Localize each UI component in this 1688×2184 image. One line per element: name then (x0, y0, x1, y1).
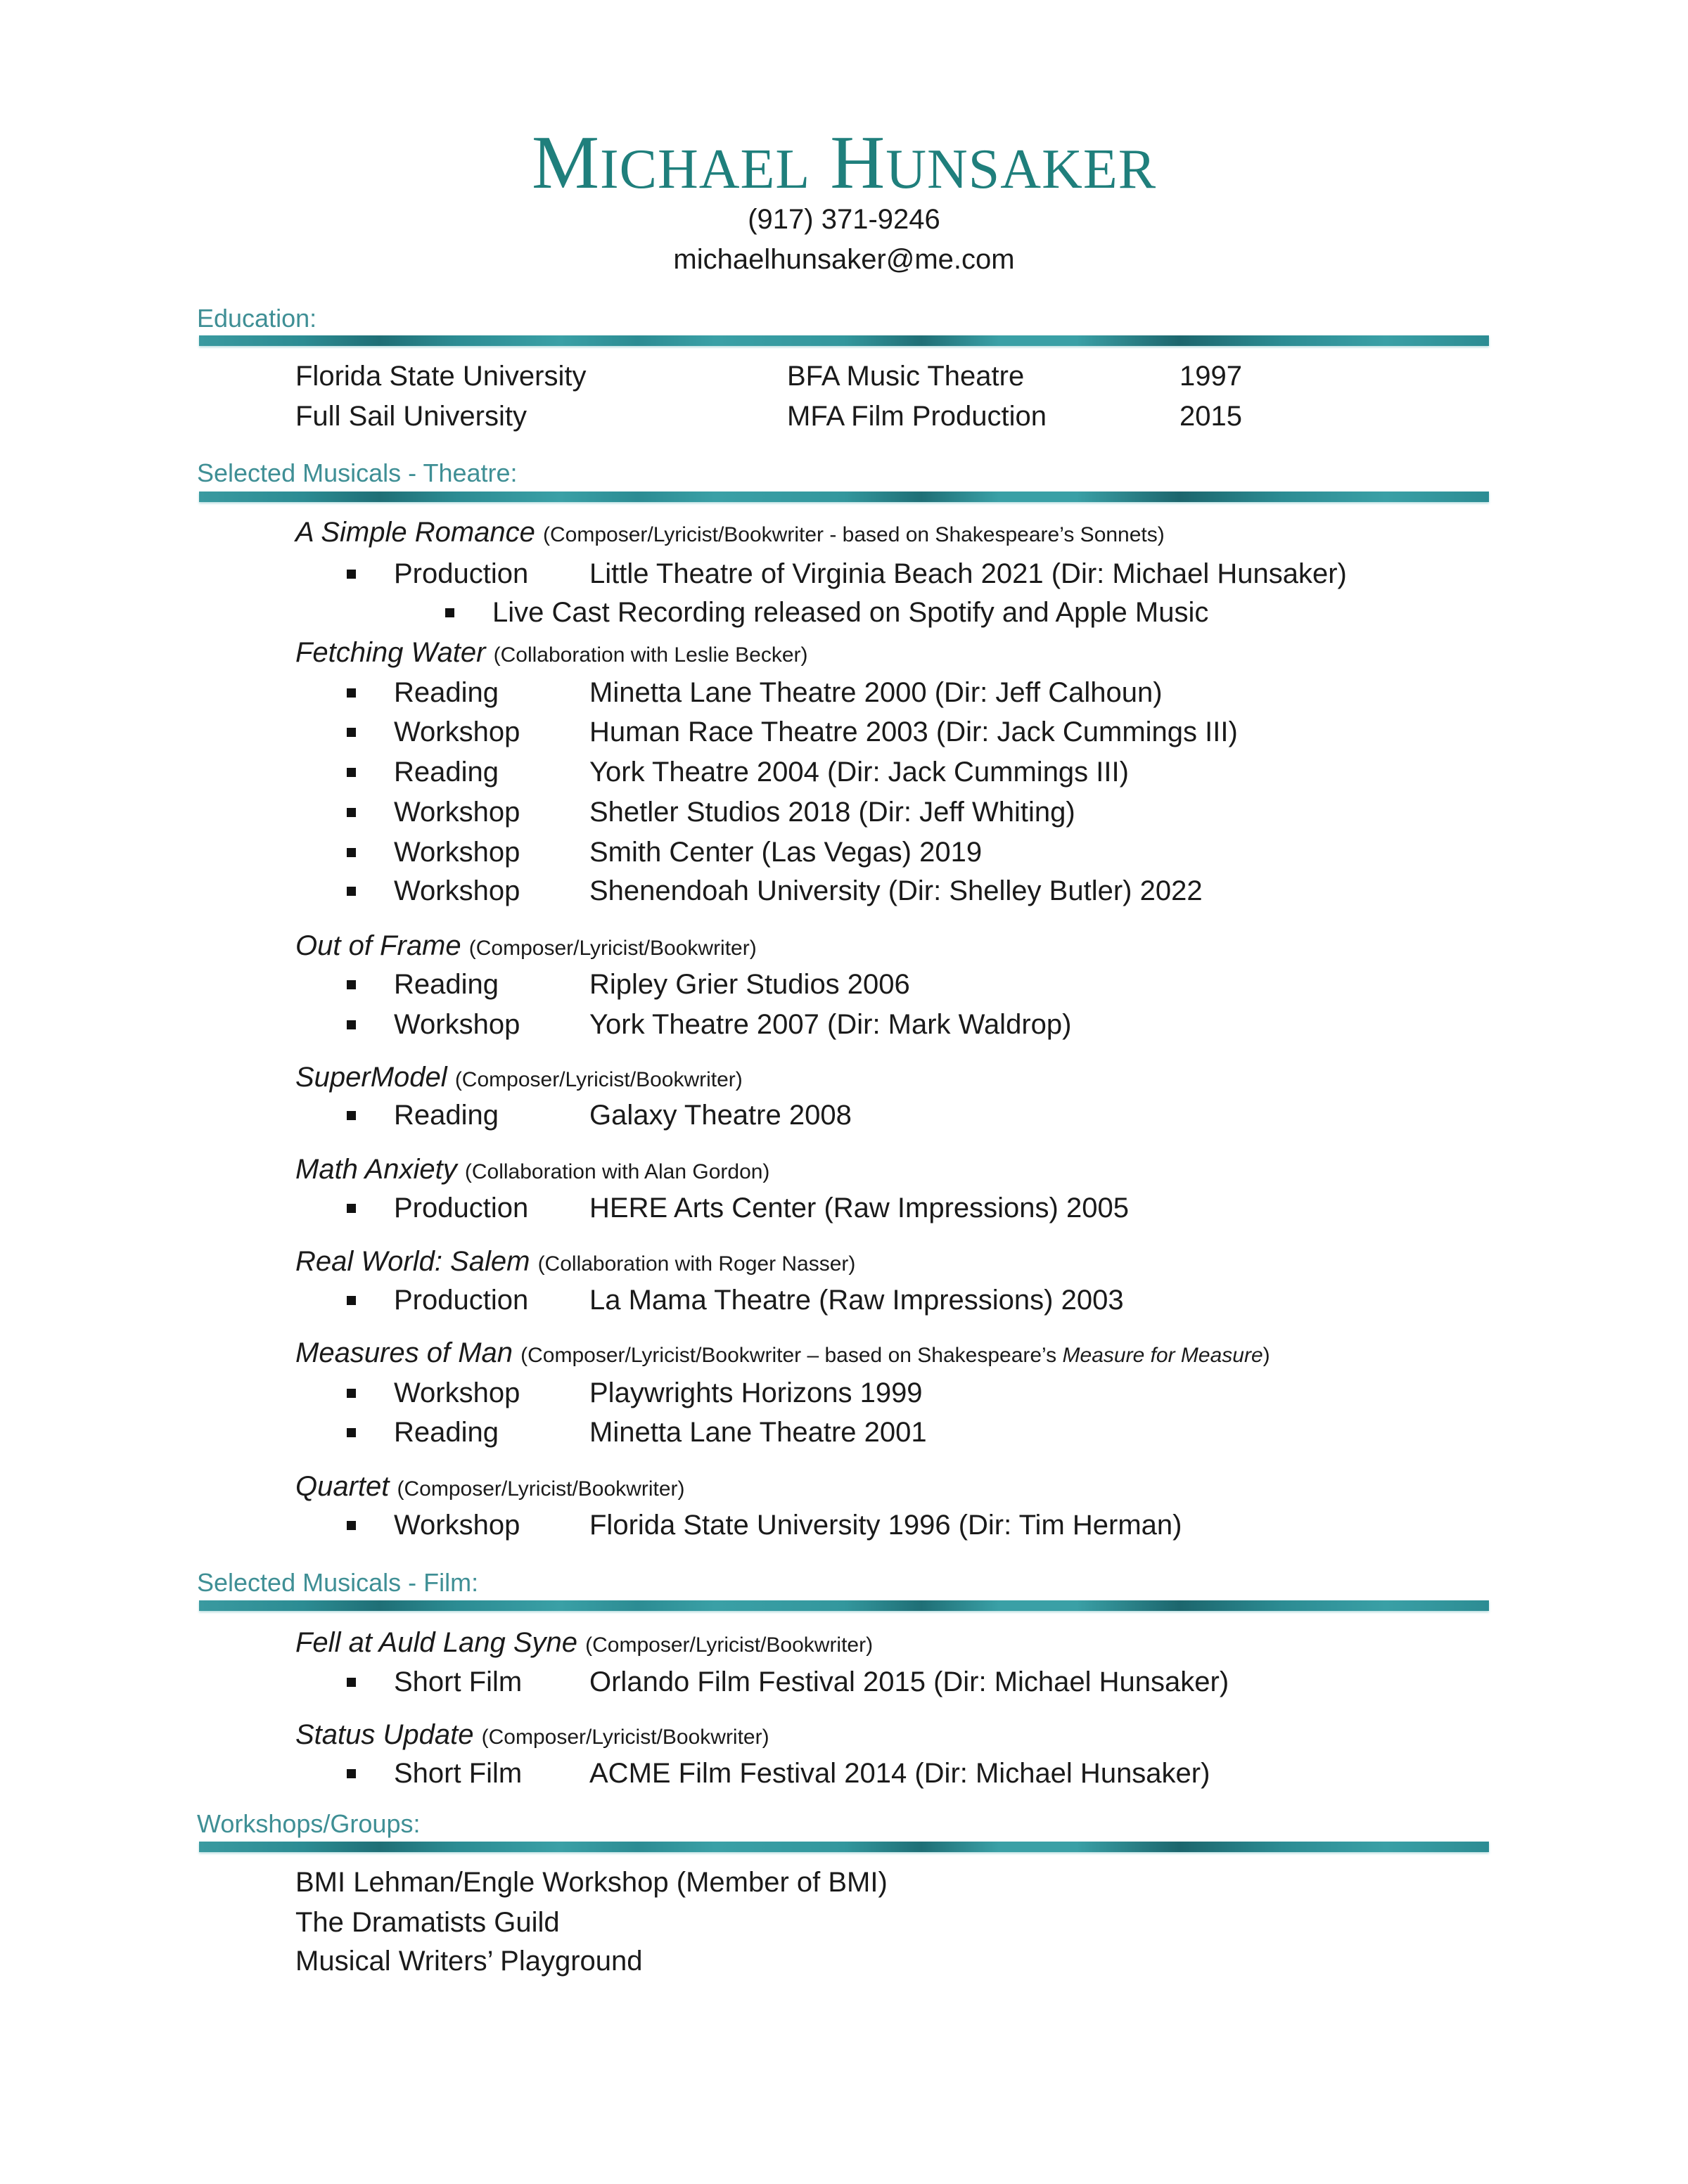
work-title: Fetching Water (295, 637, 486, 668)
edu-school: Florida State University (295, 361, 587, 392)
bullet-icon (347, 1678, 356, 1687)
work-note: (Collaboration with Leslie Becker) (493, 643, 808, 667)
item-label: Reading (394, 677, 499, 708)
bullet-icon (347, 1769, 356, 1778)
item-label: Workshop (394, 1009, 520, 1040)
group-item: The Dramatists Guild (295, 1907, 560, 1938)
item-value: La Mama Theatre (Raw Impressions) 2003 (589, 1285, 1124, 1316)
item-value: Minetta Lane Theatre 2000 (Dir: Jeff Calhoun) (589, 677, 1163, 708)
bullet-icon (347, 980, 356, 989)
item-label: Reading (394, 969, 499, 1000)
work-title-row (295, 515, 1165, 553)
item-value: HERE Arts Center (Raw Impressions) 2005 (589, 1193, 1129, 1223)
work-title: Out of Frame (295, 930, 461, 961)
phone: (917) 371-9246 (748, 204, 940, 235)
item-label: Production (394, 1193, 529, 1223)
email: michaelhunsaker@me.com (673, 244, 1015, 275)
item-value: York Theatre 2004 (Dir: Jack Cummings III) (589, 757, 1129, 788)
bullet-icon (347, 688, 356, 698)
item-value: Shetler Studios 2018 (Dir: Jeff Whiting) (589, 797, 1075, 828)
work-note-italic: Measure for Measure (1062, 1344, 1263, 1367)
item-label: Short Film (394, 1666, 523, 1697)
bullet-icon (347, 1020, 356, 1029)
item-value: Little Theatre of Virginia Beach 2021 (Dir: Michael Hunsaker) (589, 558, 1347, 589)
item-value: Ripley Grier Studios 2006 (589, 969, 910, 1000)
work-title-row (295, 635, 808, 673)
section-heading-theatre: Selected Musicals - Theatre: (197, 458, 518, 487)
item-value: Playwrights Horizons 1999 (589, 1377, 923, 1408)
item-label: Reading (394, 1417, 499, 1448)
section-divider (199, 492, 1489, 502)
item-label: Reading (394, 1100, 499, 1131)
item-label: Workshop (394, 875, 520, 906)
edu-year: 1997 (1179, 361, 1242, 392)
work-title-row (295, 1244, 855, 1282)
bullet-icon (347, 1428, 356, 1437)
work-title: Fell at Auld Lang Syne (295, 1627, 577, 1658)
section-divider (199, 1600, 1489, 1611)
work-title: Measures of Man (295, 1337, 513, 1368)
item-label: Production (394, 558, 529, 589)
item-value: York Theatre 2007 (Dir: Mark Waldrop) (589, 1009, 1072, 1040)
item-label: Workshop (394, 1510, 520, 1541)
bullet-icon (347, 728, 356, 737)
work-title: Real World: Salem (295, 1246, 530, 1277)
work-note: (Composer/Lyricist/Bookwriter - based on Shakespeare’s Sonnets) (543, 523, 1165, 546)
item-label: Workshop (394, 797, 520, 828)
group-item: Musical Writers’ Playground (295, 1946, 643, 1977)
work-title-row (295, 1335, 1270, 1373)
item-value: Galaxy Theatre 2008 (589, 1100, 852, 1131)
group-item: BMI Lehman/Engle Workshop (Member of BMI) (295, 1867, 888, 1898)
item-label: Workshop (394, 717, 520, 747)
section-divider (199, 335, 1489, 346)
work-title-row (295, 928, 757, 966)
name-last-initial: H (830, 121, 886, 205)
item-value: Minetta Lane Theatre 2001 (589, 1417, 927, 1448)
work-note: (Composer/Lyricist/Bookwriter – based on Shakespeare’s (520, 1344, 1063, 1367)
bullet-icon (347, 808, 356, 817)
work-note: (Composer/Lyricist/Bookwriter) (397, 1477, 685, 1501)
work-note: (Collaboration with Alan Gordon) (464, 1160, 770, 1183)
work-note: (Composer/Lyricist/Bookwriter) (585, 1633, 874, 1657)
bullet-icon (347, 1204, 356, 1213)
sub-item: Live Cast Recording released on Spotify and Apple Music (492, 597, 1209, 628)
name-last-rest: UNSAKER (885, 139, 1157, 200)
work-note: (Composer/Lyricist/Bookwriter) (468, 937, 757, 960)
item-label: Workshop (394, 837, 520, 868)
bullet-icon (347, 887, 356, 896)
edu-degree: BFA Music Theatre (787, 361, 1025, 392)
work-title-row (295, 1152, 769, 1190)
section-heading-groups: Workshops/Groups: (197, 1809, 421, 1838)
item-value: Shenendoah University (Dir: Shelley Butler) 2022 (589, 875, 1203, 906)
bullet-icon (347, 1296, 356, 1305)
bullet-icon (347, 768, 356, 777)
name-first-initial: M (531, 121, 600, 205)
item-value: Florida State University 1996 (Dir: Tim Herman) (589, 1510, 1182, 1541)
work-note-end: ) (1262, 1344, 1270, 1367)
item-label: Production (394, 1285, 529, 1316)
section-heading-education: Education: (197, 304, 317, 333)
work-title-row (295, 1625, 873, 1663)
item-label: Short Film (394, 1758, 523, 1789)
item-value: Orlando Film Festival 2015 (Dir: Michael Hunsaker) (589, 1666, 1229, 1697)
edu-school: Full Sail University (295, 401, 527, 432)
item-label: Reading (394, 757, 499, 788)
item-value: ACME Film Festival 2014 (Dir: Michael Hunsaker) (589, 1758, 1210, 1789)
bullet-icon (347, 1111, 356, 1120)
item-value: Smith Center (Las Vegas) 2019 (589, 837, 983, 868)
name-first-rest: ICHAEL (599, 139, 811, 200)
work-note: (Collaboration with Roger Nasser) (537, 1252, 856, 1276)
item-value: Human Race Theatre 2003 (Dir: Jack Cummings III) (589, 717, 1238, 747)
section-divider (199, 1842, 1489, 1852)
edu-degree: MFA Film Production (787, 401, 1047, 432)
work-title-row (295, 1060, 743, 1098)
work-note: (Composer/Lyricist/Bookwriter) (454, 1068, 743, 1091)
item-label: Workshop (394, 1377, 520, 1408)
resume-name (0, 121, 1688, 212)
work-title: A Simple Romance (295, 517, 535, 548)
work-note: (Composer/Lyricist/Bookwriter) (481, 1726, 769, 1749)
section-heading-film: Selected Musicals - Film: (197, 1568, 479, 1597)
edu-year: 2015 (1179, 401, 1242, 432)
work-title: SuperModel (295, 1062, 447, 1093)
bullet-icon (347, 848, 356, 857)
bullet-icon (347, 1389, 356, 1398)
work-title: Status Update (295, 1719, 474, 1750)
bullet-icon (347, 570, 356, 579)
work-title: Quartet (295, 1471, 390, 1502)
work-title-row (295, 1469, 685, 1507)
work-title: Math Anxiety (295, 1154, 457, 1185)
sub-bullet-icon (445, 608, 454, 617)
bullet-icon (347, 1521, 356, 1530)
work-title-row (295, 1717, 769, 1755)
